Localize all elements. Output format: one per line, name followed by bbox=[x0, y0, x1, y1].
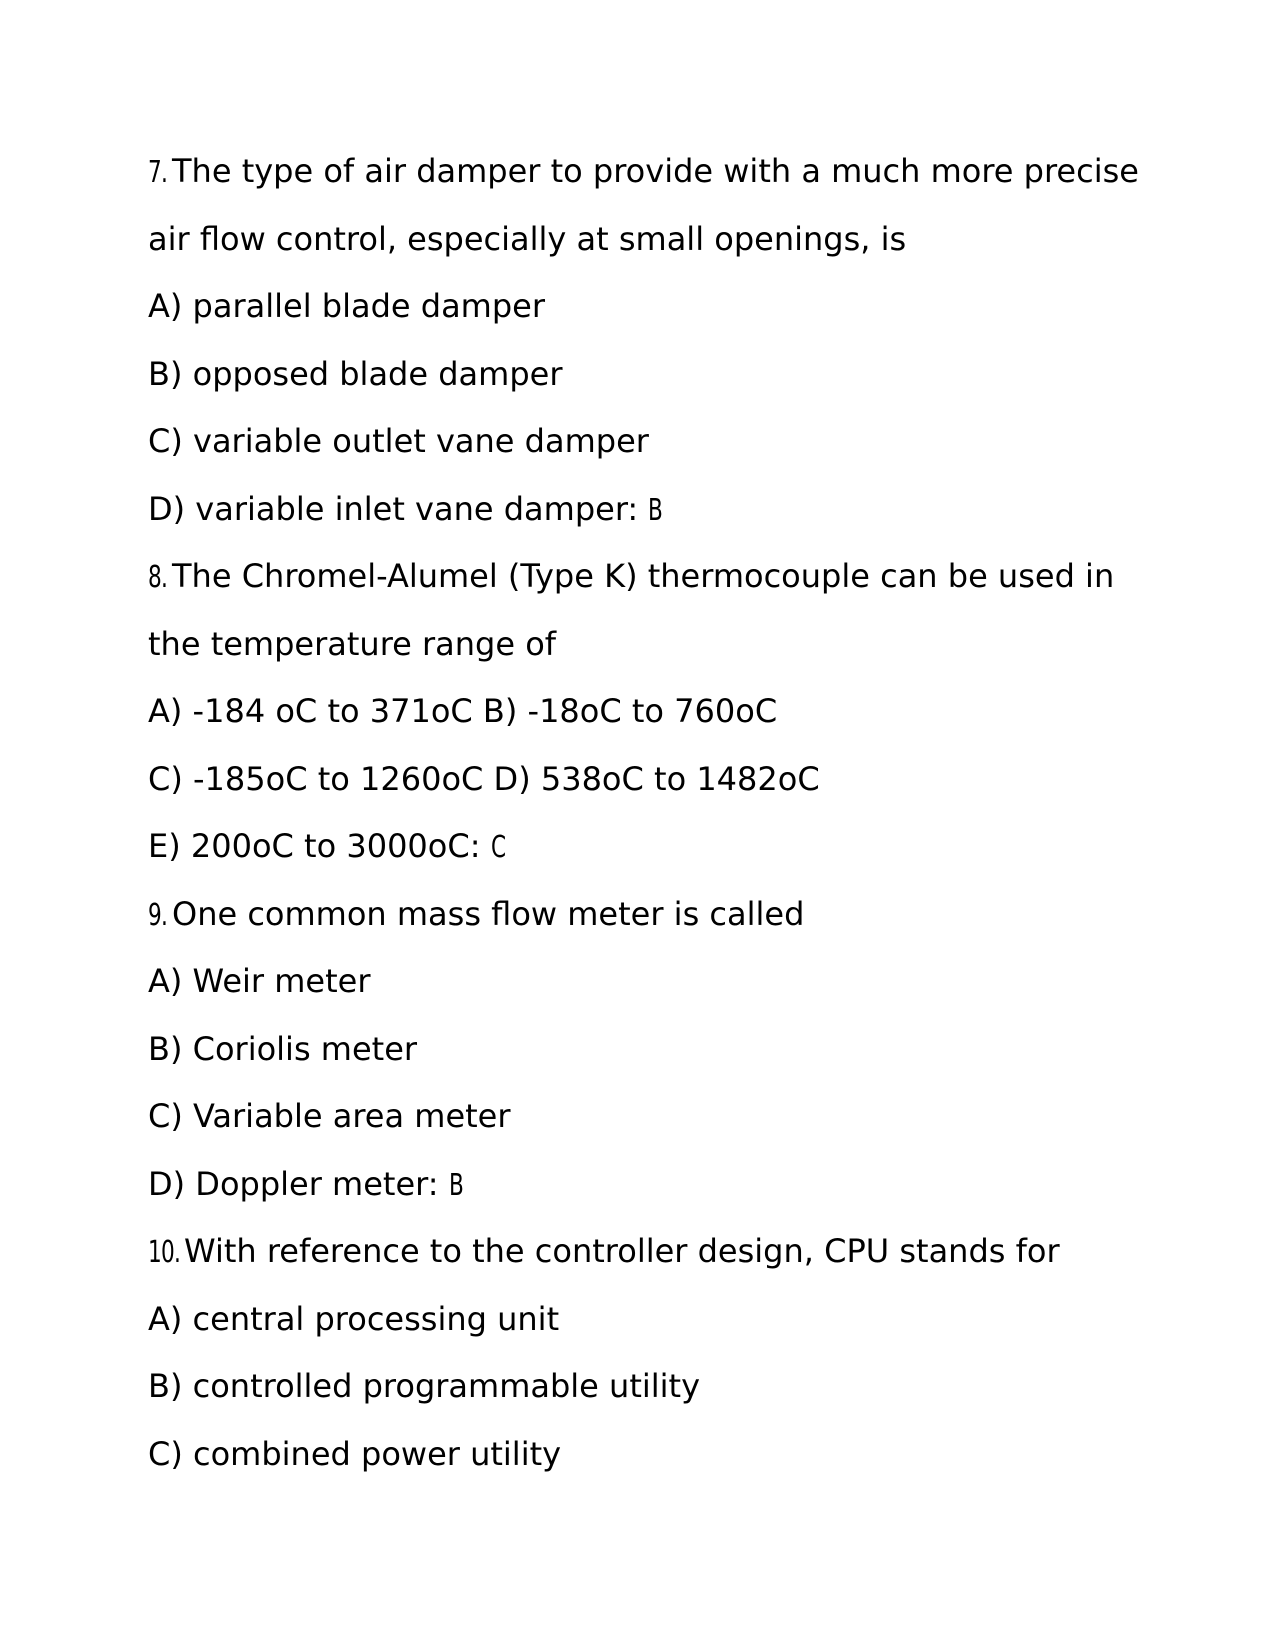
question-9-option-b: B) Coriolis meter bbox=[148, 1029, 418, 1068]
question-7-option-b: B) opposed blade damper bbox=[148, 354, 563, 393]
answer-key: C bbox=[490, 830, 506, 865]
answer-key: B bbox=[448, 1167, 464, 1203]
question-9-option-d bbox=[148, 1151, 1148, 1219]
question-7-option-a: A) parallel blade damper bbox=[148, 287, 545, 325]
question-stem-text: One common mass flow meter is called bbox=[172, 894, 805, 933]
question-8-options-cd: C) -185oC to 1260oC D) 538oC to 1482oC bbox=[148, 759, 820, 798]
question-7-stem-line-1 bbox=[148, 138, 1148, 206]
question-number: 8. bbox=[148, 560, 168, 595]
question-7-option-d bbox=[148, 476, 1148, 544]
question-list bbox=[148, 138, 1148, 1488]
question-7-stem-line-2: air flow control, especially at small openings, is bbox=[148, 219, 907, 258]
question-10-option-b: B) controlled programmable utility bbox=[148, 1367, 701, 1405]
question-9-option-a: A) Weir meter bbox=[148, 962, 371, 1000]
question-stem-text: The type of air damper to provide with a much more precise bbox=[172, 152, 1139, 190]
question-7-option-c: C) variable outlet vane damper bbox=[148, 422, 649, 460]
question-stem-text: With reference to the controller design, CPU stands for bbox=[184, 1232, 1060, 1270]
question-number: 10. bbox=[148, 1235, 181, 1270]
question-8-option-e bbox=[148, 813, 1148, 881]
question-10-stem-line-1 bbox=[148, 1218, 1148, 1286]
question-number: 9. bbox=[148, 897, 168, 933]
question-10-option-c: C) combined power utility bbox=[148, 1434, 562, 1473]
option-text: D) variable inlet vane damper: bbox=[148, 489, 639, 528]
question-10-option-a: A) central processing unit bbox=[148, 1299, 560, 1338]
question-stem-text: The Chromel-Alumel (Type K) thermocouple can be used in bbox=[172, 557, 1115, 595]
question-8-stem-line-1 bbox=[148, 543, 1148, 611]
question-8-options-ab: A) -184 oC to 371oC B) -18oC to 760oC bbox=[148, 692, 778, 730]
option-text: E) 200oC to 3000oC: bbox=[148, 827, 481, 865]
question-8-stem-line-2: the temperature range of bbox=[148, 624, 557, 663]
question-number: 7. bbox=[148, 155, 168, 190]
option-text: D) Doppler meter: bbox=[148, 1164, 439, 1203]
answer-key: B bbox=[648, 492, 664, 528]
question-9-stem-line-1 bbox=[148, 881, 1148, 949]
question-9-option-c: C) Variable area meter bbox=[148, 1097, 511, 1135]
